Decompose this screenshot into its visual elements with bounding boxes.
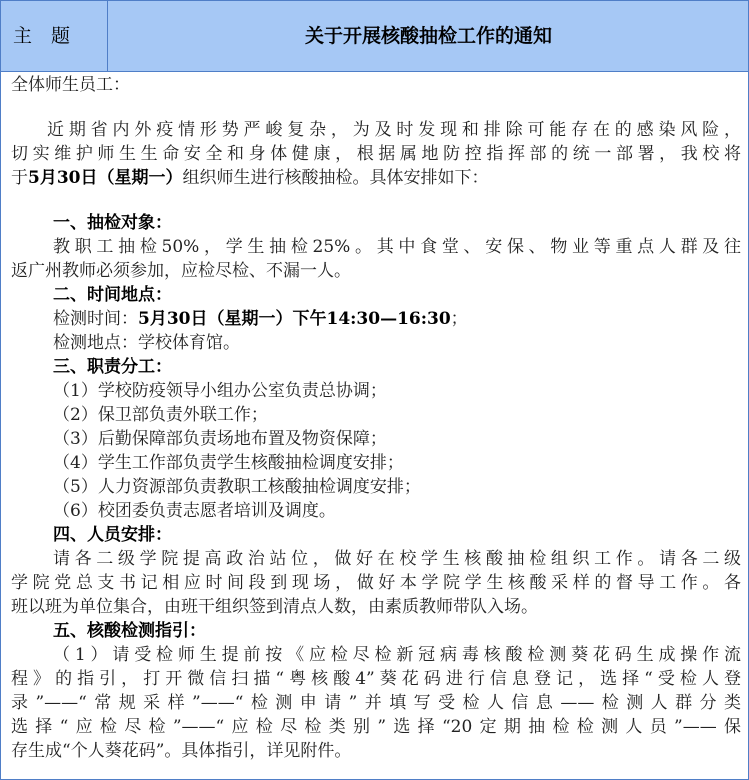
section-4-line-2: 学院党总支书记相应时间段到现场，做好本学院学生核酸采样的督导工作。各 xyxy=(11,573,741,593)
intro-line-3 xyxy=(11,166,741,190)
duty-item: （6）校团委负责志愿者培训及调度。 xyxy=(53,501,336,521)
notice-title: 关于开展核酸抽检工作的通知 xyxy=(304,25,552,47)
section-1-line-1: 教职工抽检50%，学生抽检25%。其中食堂、安保、物业等重点人群及往 xyxy=(53,237,741,257)
greeting: 全体师生员工： xyxy=(11,75,130,95)
section-5-line-4: 选择“应检尽检”——“应检尽检类别”选择“20定期抽检检测人员”——保 xyxy=(11,717,741,737)
section-1-line-2: 返广州教师必须参加，应检尽检、不漏一人。 xyxy=(11,261,351,281)
subject-label: 主 题 xyxy=(1,1,108,71)
section-5-line-3: 录”——“常规采样”——“检测申请”并填写受检人信息——检测人群分类 xyxy=(11,693,741,713)
section-1-title: 一、抽检对象： xyxy=(53,213,172,233)
duty-item: （5）人力资源部负责教职工核酸抽检调度安排； xyxy=(53,477,421,497)
exam-date: 5月30日（星期一） xyxy=(28,168,183,188)
section-4-title: 四、人员安排： xyxy=(53,525,172,545)
notice-header xyxy=(1,1,748,72)
section-2-title: 二、时间地点： xyxy=(53,285,172,305)
notice-body xyxy=(11,73,741,763)
duty-item: （1）学校防疫领导小组办公室负责总协调； xyxy=(53,381,387,401)
duty-item: （2）保卫部负责外联工作； xyxy=(53,405,268,425)
section-5-line-2: 程》的指引，打开微信扫描“粤核酸4”葵花码进行信息登记，选择“受检人登 xyxy=(11,669,741,689)
duty-item: （3）后勤保障部负责场地布置及物资保障； xyxy=(53,429,387,449)
section-2-time xyxy=(11,307,741,331)
intro-line-2: 切实维护师生生命安全和身体健康，根据属地防控指挥部的统一部署，我校将 xyxy=(11,144,741,164)
time-label: 检测时间： xyxy=(53,309,138,329)
intro-text: 组织师生进行核酸抽检。具体安排如下： xyxy=(182,168,489,188)
section-5-title: 五、核酸检测指引： xyxy=(53,621,206,641)
duty-item: （4）学生工作部负责学生核酸抽检调度安排； xyxy=(53,453,404,473)
section-2-place: 检测地点：学校体育馆。 xyxy=(53,333,240,353)
section-5-line-1: （1）请受检师生提前按《应检尽检新冠病毒核酸检测葵花码生成操作流 xyxy=(53,645,741,665)
section-4-line-1: 请各二级学院提高政治站位，做好在校学生核酸抽检组织工作。请各二级 xyxy=(53,549,741,569)
section-4-line-3: 班以班为单位集合，由班干组织签到清点人数，由素质教师带队入场。 xyxy=(11,597,538,617)
intro-line-1: 近期省内外疫情形势严峻复杂，为及时发现和排除可能存在的感染风险， xyxy=(47,120,741,140)
intro-text: 于 xyxy=(11,168,28,188)
time-value: 5月30日（星期一）下午14:30—16:30 xyxy=(138,309,451,329)
section-3-title: 三、职责分工： xyxy=(53,357,172,377)
section-5-line-5: 存生成“个人葵花码”。具体指引，详见附件。 xyxy=(11,741,352,761)
time-end: ； xyxy=(450,309,468,329)
